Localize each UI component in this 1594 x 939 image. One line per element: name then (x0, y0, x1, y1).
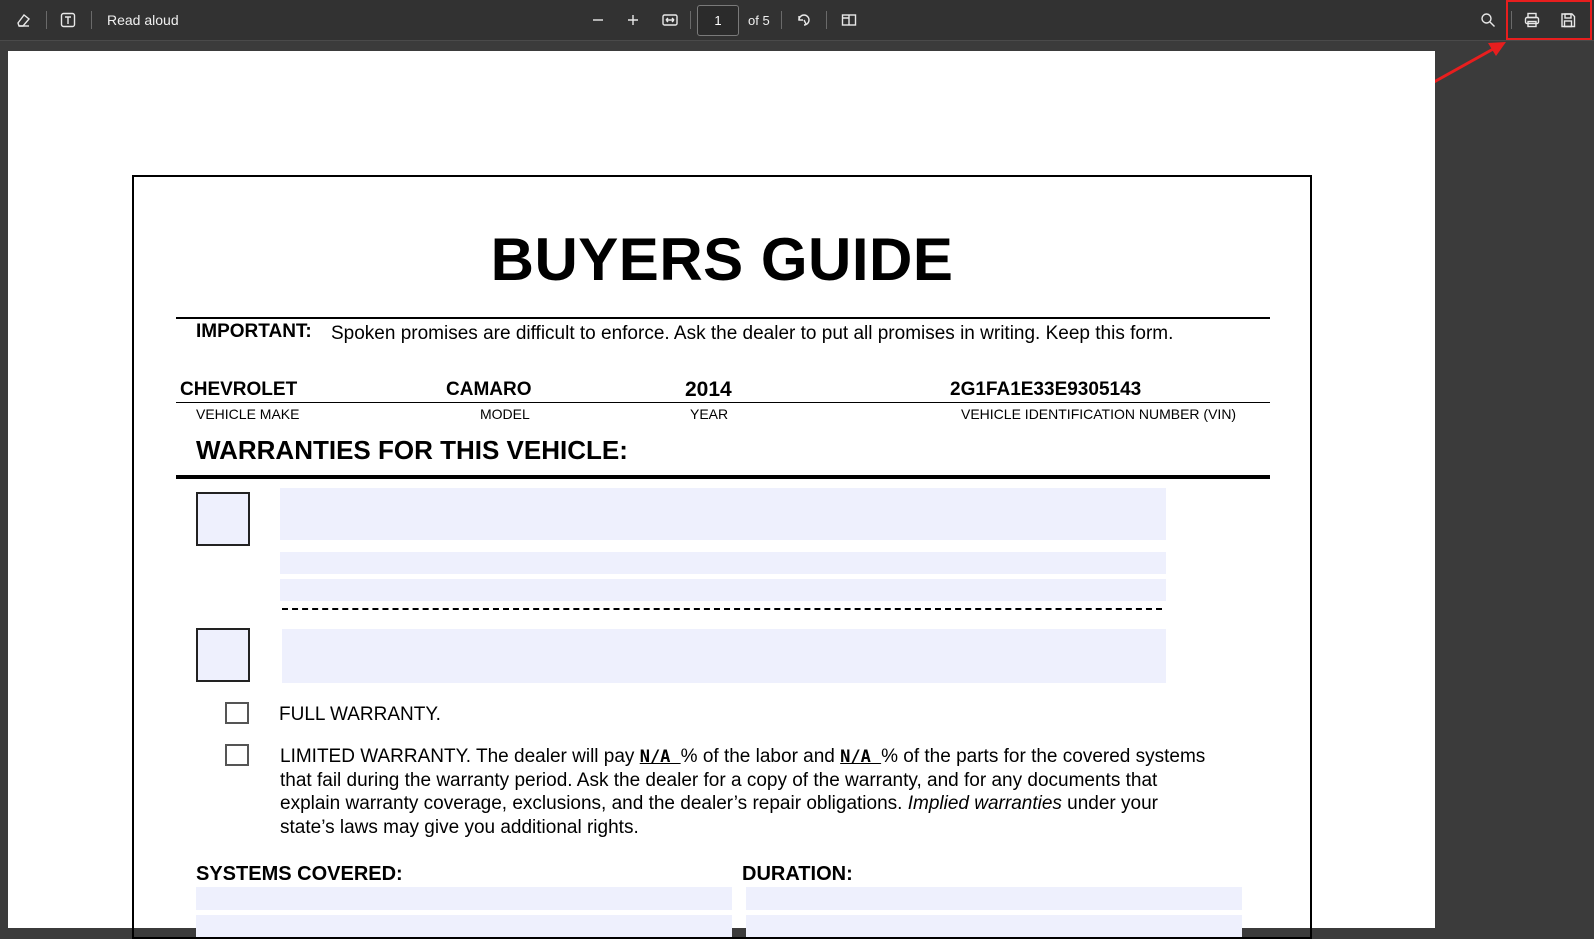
divider (176, 475, 1270, 479)
limited-text: % of the parts for the covered systems (881, 746, 1206, 767)
warranties-heading: WARRANTIES FOR THIS VEHICLE: (196, 435, 628, 465)
limited-text: % of the labor and (680, 746, 841, 767)
warranty-text-field[interactable] (280, 488, 1166, 540)
vehicle-model-value: CAMARO (446, 379, 532, 400)
divider (176, 317, 1270, 319)
parts-percent-value: N/A (840, 747, 882, 767)
limited-warranty-line-4: state’s laws may give you additional rights. (280, 817, 639, 838)
document-title: BUYERS GUIDE (490, 226, 954, 293)
duration-heading: DURATION: (742, 863, 853, 885)
as-is-checkbox[interactable] (196, 492, 250, 546)
systems-covered-heading: SYSTEMS COVERED: (196, 863, 403, 885)
duration-field[interactable] (746, 887, 1242, 910)
dashed-separator (282, 608, 1162, 610)
limited-warranty-checkbox[interactable] (225, 744, 249, 766)
vehicle-make-label: VEHICLE MAKE (196, 406, 300, 422)
important-text: Spoken promises are difficult to enforce. Ask the dealer to put all promises in writing. Keep this form. (331, 323, 1174, 344)
vehicle-make-value: CHEVROLET (180, 379, 298, 400)
vehicle-year-label: YEAR (690, 406, 729, 422)
vehicle-vin-label: VEHICLE IDENTIFICATION NUMBER (VIN) (961, 406, 1237, 422)
limited-text: under your (1061, 793, 1159, 814)
divider (176, 402, 1270, 403)
full-warranty-checkbox[interactable] (225, 702, 249, 724)
limited-warranty-line-2: that fail during the warranty period. Ask the dealer for a copy of the warranty, and for any documents that (280, 770, 1158, 791)
warranty-text-field[interactable] (280, 552, 1166, 574)
systems-covered-field[interactable] (196, 887, 732, 910)
limited-warranty-line-3 (280, 792, 1158, 816)
read-aloud-button[interactable]: Read aloud (107, 12, 179, 28)
important-label: IMPORTANT: (196, 321, 312, 342)
page-total-label: of 5 (748, 13, 770, 28)
limited-text: explain warranty coverage, exclusions, and the dealer’s repair obligations. (280, 793, 908, 814)
labor-percent-value: N/A (639, 747, 681, 767)
buyers-guide-form (132, 175, 1312, 939)
duration-field[interactable] (746, 915, 1242, 937)
warranty-text-field[interactable] (282, 629, 1166, 683)
limited-warranty-line-1 (280, 745, 1205, 769)
vehicle-model-label: MODEL (480, 406, 530, 422)
implied-warranties-text: Implied warranties (907, 793, 1062, 814)
vehicle-year-value: 2014 (685, 378, 732, 401)
limited-text: LIMITED WARRANTY. The dealer will pay (280, 746, 640, 767)
vehicle-vin-value: 2G1FA1E33E9305143 (950, 379, 1142, 400)
warranty-text-field[interactable] (280, 579, 1166, 601)
warranty-checkbox[interactable] (196, 628, 250, 682)
full-warranty-label: FULL WARRANTY. (279, 704, 441, 725)
systems-covered-field[interactable] (196, 915, 732, 937)
page-number-input[interactable]: 1 (697, 5, 739, 36)
